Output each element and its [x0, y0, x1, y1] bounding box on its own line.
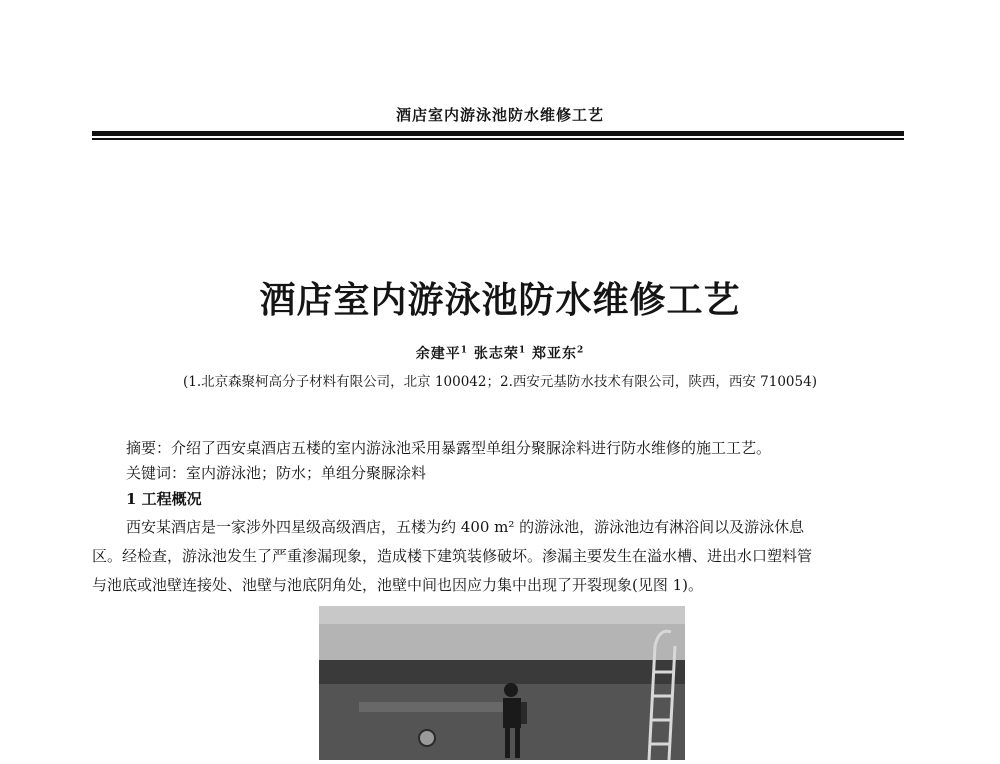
photo-upper-band: [319, 660, 685, 684]
author-name: 郑亚东: [532, 346, 577, 362]
photo-ceiling-light: [319, 606, 685, 624]
paper-title: 酒店室内游泳池防水维修工艺: [259, 280, 741, 321]
section-heading: 1 工程概况: [126, 490, 202, 508]
author-list: [0, 343, 1000, 363]
author-affiliation-mark: 2: [577, 345, 585, 356]
abstract: 摘要：介绍了西安桌酒店五楼的室内游泳池采用暴露型单组分聚脲涂料进行防水维修的施工工艺。: [126, 439, 772, 457]
header-rule-thick: [92, 131, 904, 136]
author-affiliation-mark: 1: [518, 345, 527, 356]
photo-pool-inlet: [419, 730, 435, 746]
figure-1-photo: [319, 606, 685, 760]
header-rule-thin: [92, 138, 904, 140]
photo-wall-highlight: [359, 702, 509, 712]
affiliation: (1.北京森聚柯高分子材料有限公司，北京 100042；2.西安元基防水技术有限公司，陕西，西安 710054): [183, 374, 817, 390]
author-affiliation-mark: 1: [460, 345, 468, 356]
body-line: 与池底或池壁连接处、池壁与池底阴角处，池壁中间也因应力集中出现了开裂现象(见图 1)。: [92, 576, 704, 594]
keywords: 关键词：室内游泳池；防水；单组分聚脲涂料: [126, 464, 427, 482]
body-line: 西安某酒店是一家涉外四星级高级酒店，五楼为约 400 m² 的游泳池，游泳池边有淋浴间以及游泳休息: [126, 518, 805, 536]
photo-pool-wall: [319, 684, 685, 760]
running-header: 酒店室内游泳池防水维修工艺: [395, 106, 604, 124]
body-line: 区。经检查，游泳池发生了严重渗漏现象，造成楼下建筑装修破坏。渗漏主要发生在溢水槽、进出水口塑料管: [92, 547, 813, 565]
author-name: 张志荣: [473, 346, 519, 362]
pool-photo-icon: [319, 606, 685, 760]
author-name: 余建平: [415, 346, 461, 362]
